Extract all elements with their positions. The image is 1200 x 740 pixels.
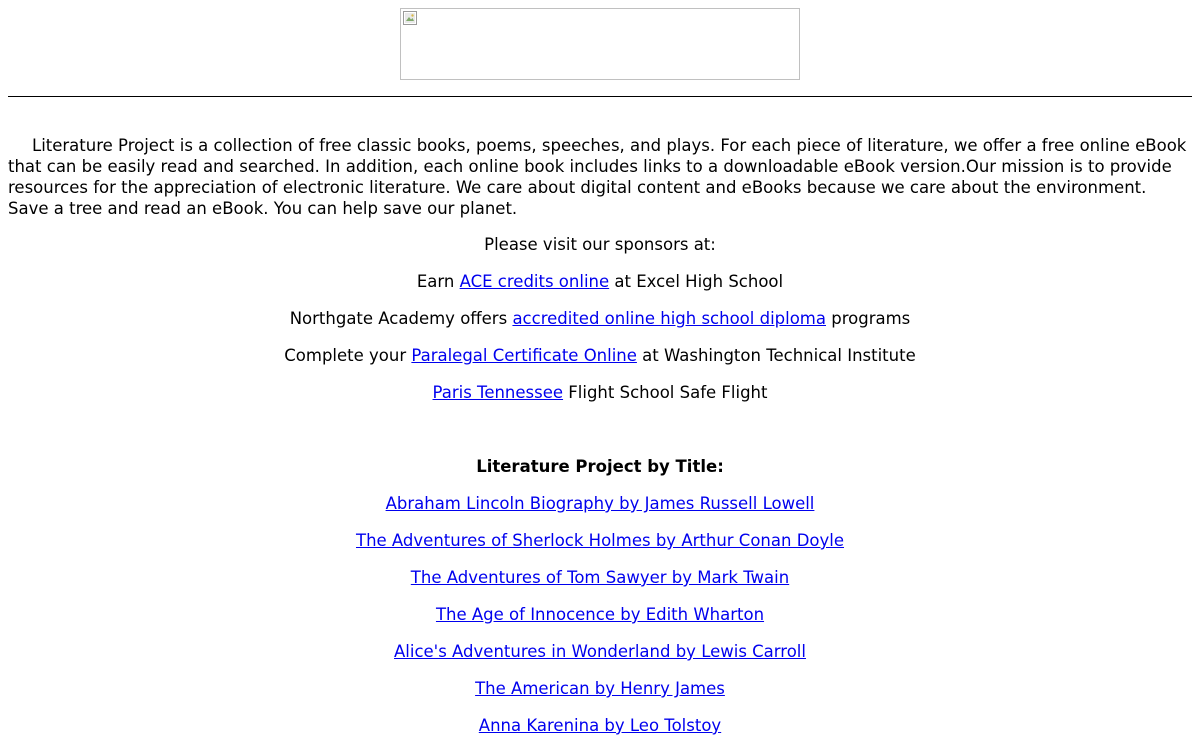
sponsors-heading: Please visit our sponsors at:	[484, 235, 716, 254]
online-diploma-link[interactable]: accredited online high school diploma	[512, 309, 826, 328]
intro-paragraph	[8, 135, 1192, 219]
title-list-item	[0, 567, 1200, 589]
sponsor-suffix: Flight School Safe Flight	[563, 383, 768, 402]
title-link-sherlock[interactable]: The Adventures of Sherlock Holmes by Arthur Conan Doyle	[356, 531, 844, 550]
sponsor-prefix: Northgate Academy offers	[289, 309, 513, 328]
title-list-item	[0, 493, 1200, 515]
sponsor-suffix: at Excel High School	[609, 272, 784, 291]
sponsor-line-flight	[0, 382, 1200, 404]
title-link-american[interactable]: The American by Henry James	[475, 679, 725, 698]
title-link-anna-karenina[interactable]: Anna Karenina by Leo Tolstoy	[478, 716, 722, 735]
titles-heading: Literature Project by Title:	[476, 457, 724, 476]
title-link-tom-sawyer[interactable]: The Adventures of Tom Sawyer by Mark Twain	[410, 568, 790, 587]
sponsor-line-ace	[0, 271, 1200, 293]
sponsor-suffix: programs	[826, 309, 911, 328]
sponsor-line-northgate	[0, 308, 1200, 330]
horizontal-rule	[8, 96, 1192, 97]
paralegal-certificate-link[interactable]: Paralegal Certificate Online	[411, 346, 637, 365]
sponsor-prefix: Earn	[416, 272, 460, 291]
title-list-item	[0, 530, 1200, 552]
paris-tennessee-link[interactable]: Paris Tennessee	[432, 383, 564, 402]
sponsor-suffix: at Washington Technical Institute	[636, 346, 916, 365]
title-list-item	[0, 678, 1200, 700]
banner-frame	[400, 8, 800, 80]
intro-text: Literature Project is a collection of free classic books, poems, speeches, and plays. For each piece of literature, we offer a free online eBook that can be easily read and searched. In addition, each online book includes links to a downloadable eBook version.Our mission is to provide resources for the appreciation of electronic literature. We care about digital content and eBooks because we care about the environment. Save a tree and read an eBook. You can help save our planet.	[8, 136, 1187, 218]
sponsor-line-paralegal	[0, 345, 1200, 367]
title-list-item	[0, 604, 1200, 626]
sponsor-prefix: Complete your	[284, 346, 412, 365]
broken-image-icon	[403, 11, 417, 25]
title-link-lincoln[interactable]: Abraham Lincoln Biography by James Russell Lowell	[385, 494, 815, 513]
title-list-item	[0, 715, 1200, 737]
banner-image[interactable]	[400, 8, 800, 80]
ace-credits-link[interactable]: ACE credits online	[459, 272, 610, 291]
title-list-item	[0, 641, 1200, 663]
title-link-alice[interactable]: Alice's Adventures in Wonderland by Lewis Carroll	[394, 642, 806, 661]
title-link-age-of-innocence[interactable]: The Age of Innocence by Edith Wharton	[435, 605, 765, 624]
